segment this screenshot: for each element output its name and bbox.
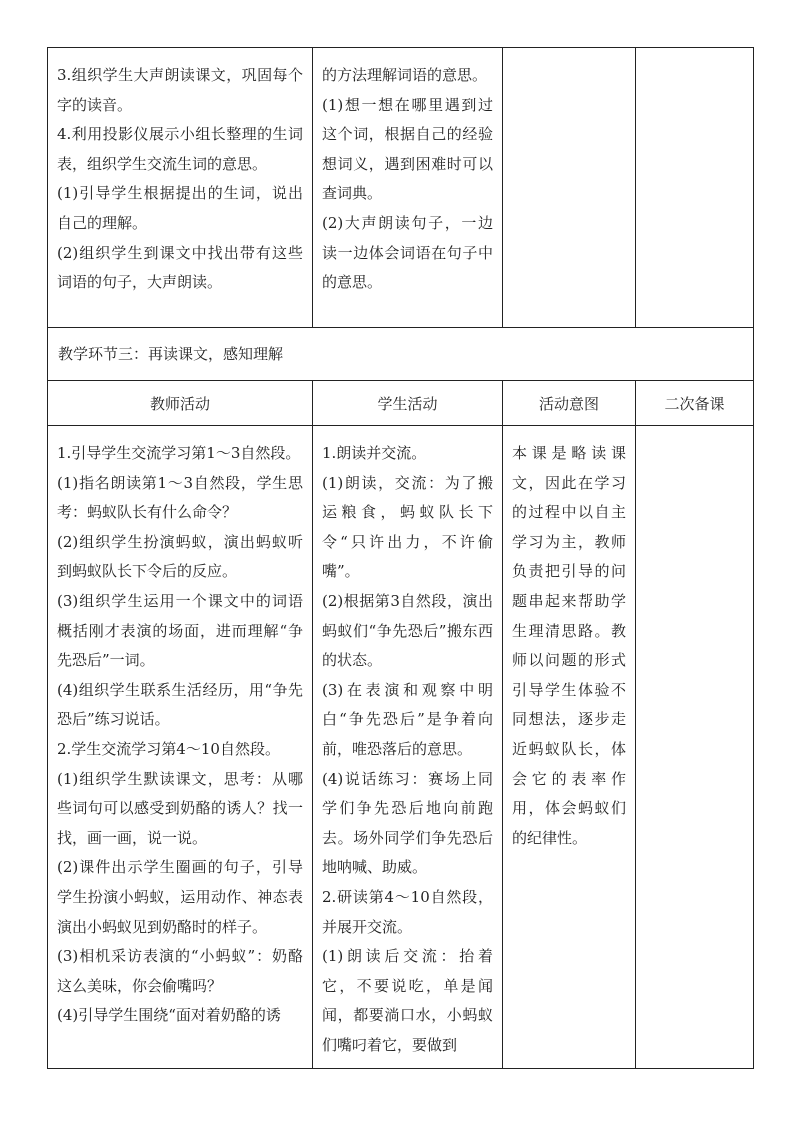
paragraph: (1)想一想在哪里遇到过这个词，根据自己的经验想词义，遇到困难时可以查词典。 [322, 95, 493, 203]
paragraph: 2.研读第4～10自然段，并展开交流。 [322, 887, 493, 936]
paragraph: (2)课件出示学生圈画的句子，引导学生扮演小蚂蚁，运用动作、神态表演出小蚂蚁见到奶酪时的样子。 [57, 858, 303, 936]
activity-intent-cell [503, 48, 636, 328]
paragraph: (2)组织学生扮演蚂蚁，演出蚂蚁听到蚂蚁队长下令后的反应。 [57, 532, 303, 581]
header-row [48, 381, 754, 426]
paragraph: (4)说话练习：赛场上同学们争先恐后地向前跑去。场外同学们争先恐后地呐喊、助威。 [322, 769, 493, 877]
header-student: 学生活动 [313, 381, 503, 426]
section-row [48, 328, 754, 381]
paragraph: 1.引导学生交流学习第1～3自然段。 [57, 444, 301, 462]
paragraph: (1)指名朗读第1～3自然段，学生思考：蚂蚁队长有什么命令？ [57, 473, 303, 522]
paragraph: 2.学生交流学习第4～10自然段。 [57, 739, 280, 758]
paragraph: (2)组织学生到课文中找出带有这些词语的句子，大声朗读。 [57, 243, 303, 292]
header-intent: 活动意图 [503, 381, 636, 426]
paragraph: 1.朗读并交流。 [322, 444, 427, 462]
second-preparation-cell [636, 48, 754, 328]
second-preparation-cell [636, 426, 754, 1069]
activity-intent-cell [503, 426, 636, 1069]
student-activity-cell [313, 48, 503, 328]
paragraph: (1)引导学生根据提出的生词，说出自己的理解。 [57, 184, 303, 232]
paragraph: (2)根据第3自然段，演出蚂蚁们“争先恐后”搬东西的状态。 [322, 591, 493, 670]
student-activity-cell [313, 426, 503, 1069]
header-second: 二次备课 [636, 381, 754, 426]
lesson-plan-table [47, 47, 754, 1069]
paragraph: 本课是略读课文，因此在学习的过程中以自主学习为主，教师负责把引导的问题串起来帮助学生理清思路。教师以问题的形式引导学生体验不同想法，逐步走近蚂蚁队长，体会它的表率作用，体会蚂蚁们的纪律性。 [512, 444, 626, 847]
paragraph: (4)组织学生联系生活经历，用“争先恐后”练习说话。 [57, 680, 303, 729]
paragraph: (1)朗读，交流：为了搬运粮食，蚂蚁队长下令“只许出力，不许偷嘴”。 [322, 473, 493, 581]
table-row [48, 48, 754, 328]
table-row [48, 426, 754, 1069]
paragraph: 4.利用投影仪展示小组长整理的生词表，组织学生交流生词的意思。 [57, 125, 303, 173]
paragraph: (2)大声朗读句子，一边读一边体会词语在句子中的意思。 [322, 213, 493, 292]
paragraph: 3.组织学生大声朗读课文，巩固每个字的读音。 [57, 66, 303, 114]
teacher-activity-cell [48, 48, 313, 328]
paragraph: (1)组织学生默读课文，思考：从哪些词句可以感受到奶酪的诱人？找一找，画一画，说一说。 [57, 769, 303, 847]
section-title: 教学环节三：再读课文，感知理解 [58, 345, 284, 363]
paragraph: 的方法理解词语的意思。 [322, 66, 488, 84]
header-teacher: 教师活动 [48, 381, 313, 426]
section-title-cell [48, 328, 754, 381]
paragraph: (4)引导学生围绕“面对着奶酪的诱 [57, 1006, 281, 1025]
paragraph: (1)朗读后交流：抬着它，不要说吃，单是闻闻，都要淌口水，小蚂蚁们嘴叼着它，要做到 [322, 947, 493, 1054]
paragraph: (3)相机采访表演的“小蚂蚁”：奶酪这么美味，你会偷嘴吗？ [57, 947, 303, 995]
paragraph: (3)在表演和观察中明白“争先恐后”是争着向前，唯恐落后的意思。 [322, 680, 493, 758]
paragraph: (3)组织学生运用一个课文中的词语概括刚才表演的场面，进而理解“争先恐后”一词。 [57, 591, 303, 670]
teacher-activity-cell [48, 426, 313, 1069]
